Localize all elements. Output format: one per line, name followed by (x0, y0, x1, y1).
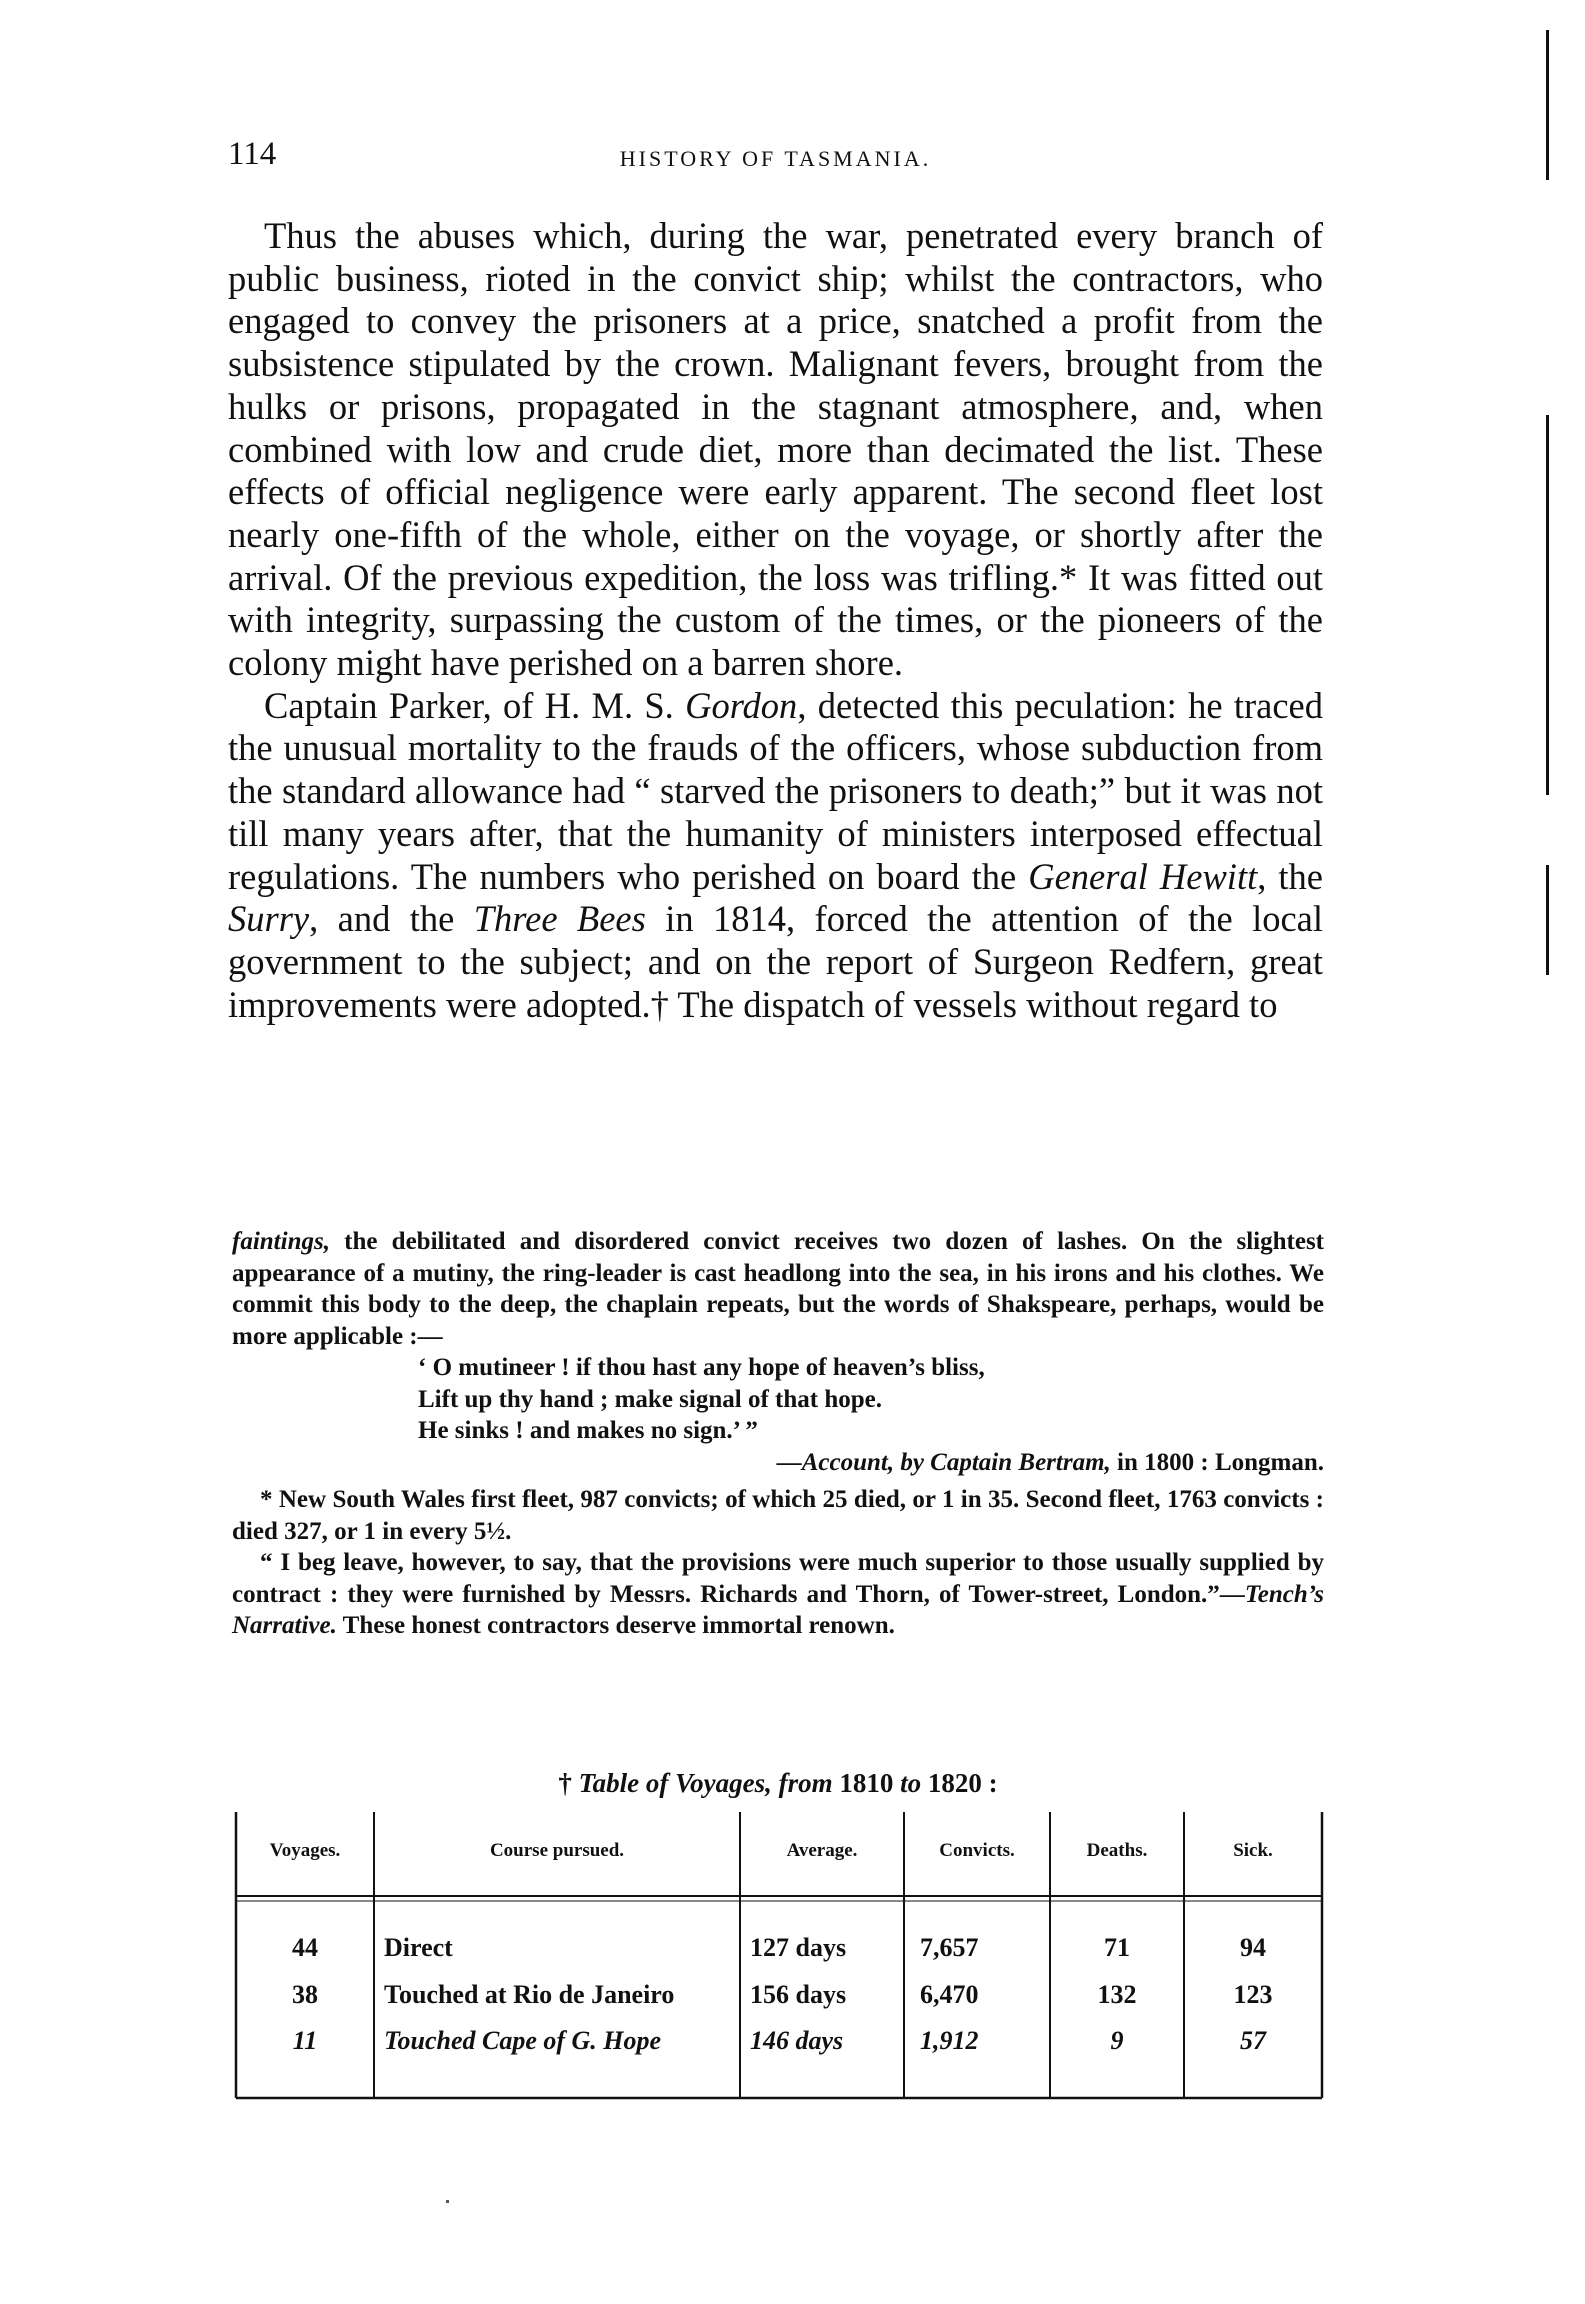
cell-average: 146 days (750, 2026, 844, 2055)
header-voyages: Voyages. (269, 1840, 341, 1861)
cell-deaths: 132 (1097, 1980, 1137, 2009)
table-caption: † Table of Voyages, from 1810 to 1820 : (558, 1768, 998, 1798)
ship-name: General Hewitt (1028, 855, 1258, 897)
scan-edge-line (1546, 865, 1549, 975)
ship-name: Three Bees (473, 898, 646, 940)
cell-voyages: 44 (292, 1933, 318, 1962)
ship-name: Surry (228, 898, 310, 940)
header-convicts: Convicts. (939, 1840, 1015, 1861)
verse-line: He sinks ! and makes no sign.’ ” (418, 1417, 758, 1444)
verse-line: ‘ O mutineer ! if thou hast any hope of heaven’s bliss, (418, 1354, 985, 1381)
cell-course: Touched Cape of G. Hope (384, 2026, 662, 2055)
cell-sick: 123 (1233, 1980, 1273, 2009)
verse-line: Lift up thy hand ; make signal of that hope. (418, 1385, 882, 1413)
footnotes (232, 1226, 1324, 1642)
running-head: HISTORY OF TASMANIA. (619, 146, 932, 171)
page-header (228, 136, 1323, 186)
footnote-quote: “ I beg leave, however, to say, that the provisions were much superior to those usually supplied by contract : they were furnished by Messrs. Richards and Thorn, of Tower-street, London.”—Tench’s Narrative. These honest contractors deserve immortal renown. (232, 1549, 1324, 1639)
cell-course: Direct (384, 1933, 453, 1962)
footnote-continued: faintings, the debilitated and disordered convict receives two dozen of lashes. On the slightest appearance of a mutiny, the ring-leader is cast headlong into the sea, in his irons and his clothes. We commit this body to the deep, the chaplain repeats, but the words of Shakspeare, perhaps, would be more applicable :— (232, 1228, 1324, 1350)
cell-deaths: 71 (1104, 1933, 1130, 1962)
cell-average: 156 days (750, 1980, 847, 2009)
verse-quote (418, 1352, 1324, 1447)
footnote-star: * New South Wales first fleet, 987 convicts; of which 25 died, or 1 in 35. Second fleet, 1763 convicts : died 327, or 1 in every 5½. (232, 1486, 1324, 1545)
cell-sick: 94 (1240, 1933, 1266, 1962)
cell-course: Touched at Rio de Janeiro (384, 1980, 675, 2009)
scan-edge-line (1546, 415, 1549, 795)
cell-convicts: 7,657 (920, 1933, 979, 1962)
cell-voyages: 38 (292, 1980, 318, 2009)
cell-convicts: 6,470 (920, 1980, 979, 2009)
scan-speck (446, 2200, 449, 2203)
voyages-table (234, 1812, 1324, 2100)
paragraph-1: Thus the abuses which, during the war, penetrated every branch of public business, rioted in the convict ship; whilst the contractors, who engaged to convey the prisoners at a price, snatched a profit from the subsistence stipulated by the crown. Malignant fevers, brought from the hulks or prisons, propagated in the stagnant atmosphere, and, when combined with low and crude diet, more than decimated the list. These effects of official negligence were early apparent. The second fleet lost nearly one-fifth of the whole, either on the voyage, or shortly after the arrival. Of the previous expedition, the loss was trifling.* It was fitted out with integrity, surpassing the custom of the times, or the pioneers of the colony might have perished on a barren shore. (228, 215, 1323, 684)
header-sick: Sick. (1233, 1840, 1273, 1861)
cell-convicts: 1,912 (920, 2026, 979, 2055)
cell-sick: 57 (1240, 2026, 1266, 2055)
cell-average: 127 days (750, 1933, 847, 1962)
header-deaths: Deaths. (1086, 1840, 1148, 1861)
cell-deaths: 9 (1110, 2026, 1124, 2055)
main-text (228, 215, 1323, 1026)
page-number: 114 (228, 136, 277, 172)
header-course: Course pursued. (489, 1840, 625, 1861)
attribution: —Account, by Captain Bertram, in 1800 : Longman. (776, 1448, 1324, 1476)
header-average: Average. (786, 1840, 858, 1861)
paragraph-2: Captain Parker, of H. M. S. Gordon, detected this peculation: he traced the unusual mortality to the frauds of the officers, whose subduction from the standard allowance had “ starved the prisoners to death;” but it was not till many years after, that the humanity of ministers interposed effectual regulations. The numbers who perished on board the General Hewitt, the Surry, and the Three Bees in 1814, forced the attention of the local government to the subject; and on the report of Surgeon Redfern, great improvements were adopted.† The dispatch of vessels without regard to (228, 684, 1324, 1025)
scan-edge-line (1546, 30, 1549, 180)
cell-voyages: 11 (292, 2026, 318, 2055)
ship-name: Gordon (685, 684, 798, 726)
